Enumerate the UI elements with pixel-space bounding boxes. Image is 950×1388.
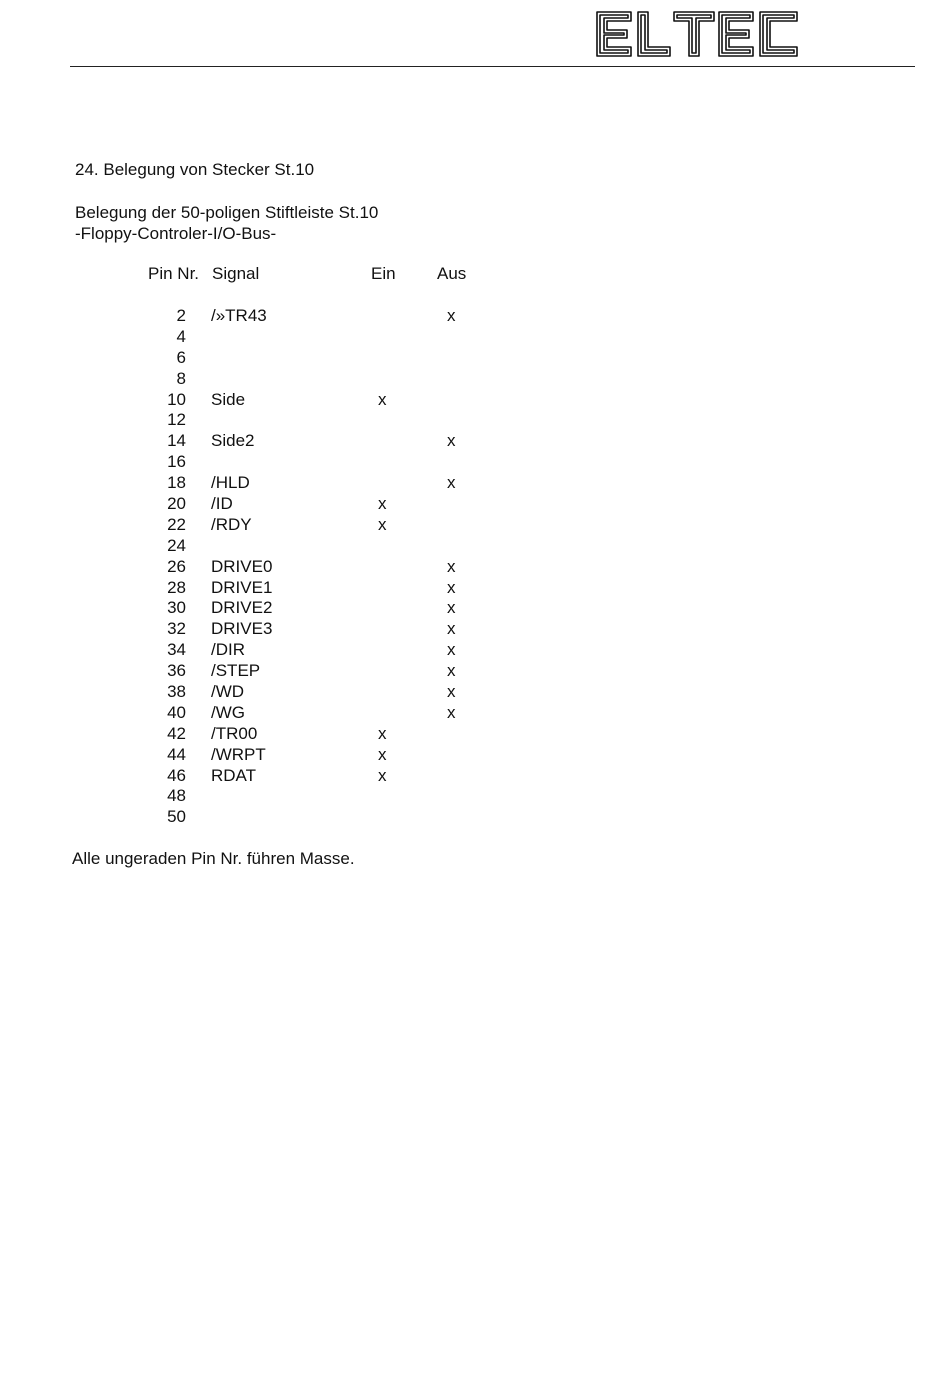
signal-name: /»TR43 (211, 306, 267, 325)
table-row (140, 598, 500, 619)
table-row (140, 494, 500, 515)
aus-mark: x (447, 473, 456, 493)
table-row (140, 807, 500, 828)
column-header-aus: Aus (437, 264, 467, 283)
signal-name: DRIVE3 (211, 619, 273, 639)
aus-mark: x (447, 556, 456, 576)
table-row (140, 431, 500, 452)
column-header-pin: Pin Nr. (148, 264, 200, 283)
table-row (140, 557, 500, 578)
ein-mark: x (378, 514, 387, 534)
pin-number: 36 (167, 661, 186, 681)
signal-name: RDAT (211, 765, 257, 785)
pin-number: 42 (167, 723, 186, 743)
aus-mark: x (447, 661, 456, 681)
table-row (140, 640, 500, 661)
aus-mark: x (447, 598, 456, 618)
signal-name: /ID (211, 494, 233, 514)
column-header-signal: Signal (212, 264, 260, 283)
ein-mark: x (378, 765, 387, 785)
table-row (140, 327, 500, 348)
table-row (140, 348, 500, 369)
ein-mark: x (378, 494, 387, 514)
table-row (140, 515, 500, 536)
pin-number: 2 (176, 306, 186, 325)
table-caption: Belegung der 50-poligen Stiftleiste St.10 (75, 203, 379, 222)
pin-number: 44 (167, 744, 186, 764)
pin-number: 10 (167, 389, 186, 409)
pin-number: 4 (176, 326, 186, 346)
table-row (140, 703, 500, 724)
aus-mark: x (447, 619, 456, 639)
pin-number: 24 (167, 535, 186, 555)
table-row (140, 410, 500, 431)
signal-name: DRIVE2 (211, 598, 273, 618)
table-row (140, 619, 500, 640)
table-subcaption: -Floppy-Controler-I/O-Bus- (75, 224, 277, 243)
pin-number: 26 (167, 556, 186, 576)
table-row (140, 452, 500, 473)
signal-name: /WD (211, 682, 245, 702)
table-row (140, 390, 500, 411)
pin-number: 46 (167, 765, 186, 785)
table-row (140, 766, 500, 787)
table-row (140, 682, 500, 703)
pin-number: 50 (167, 807, 186, 827)
table-row (140, 724, 500, 745)
signal-name: /DIR (211, 640, 245, 660)
pin-number: 14 (167, 431, 186, 451)
table-row (140, 661, 500, 682)
signal-name: /TR00 (211, 723, 258, 743)
aus-mark: x (447, 682, 456, 702)
pin-number: 30 (167, 598, 186, 618)
aus-mark: x (447, 306, 456, 325)
pin-number: 48 (167, 786, 186, 806)
pin-assignment-table (140, 306, 500, 828)
signal-name: /WG (211, 702, 245, 722)
pin-number: 38 (167, 682, 186, 702)
table-row (140, 578, 500, 599)
section-title: 24. Belegung von Stecker St.10 (75, 160, 315, 179)
aus-mark: x (447, 640, 456, 660)
column-header-ein: Ein (371, 264, 396, 283)
aus-mark: x (447, 702, 456, 722)
pin-number: 20 (167, 494, 186, 514)
pin-number: 22 (167, 514, 186, 534)
signal-name: Side (211, 389, 246, 409)
table-row (140, 306, 500, 327)
signal-name: /HLD (211, 473, 250, 493)
pin-number: 8 (176, 368, 186, 388)
table-row (140, 473, 500, 494)
pin-number: 12 (167, 410, 186, 430)
header-divider (70, 66, 915, 67)
table-row (140, 786, 500, 807)
table-row (140, 369, 500, 390)
pin-number: 28 (167, 577, 186, 597)
signal-name: /STEP (211, 661, 261, 681)
signal-name: /WRPT (211, 744, 266, 764)
ein-mark: x (378, 723, 387, 743)
table-row (140, 536, 500, 557)
pin-number: 18 (167, 473, 186, 493)
footnote: Alle ungeraden Pin Nr. führen Masse. (72, 849, 355, 868)
eltec-logo (594, 10, 800, 58)
pin-number: 34 (167, 640, 186, 660)
signal-name: Side2 (211, 431, 255, 451)
signal-name: /RDY (211, 514, 252, 534)
ein-mark: x (378, 744, 387, 764)
pin-number: 6 (176, 347, 186, 367)
table-row (140, 745, 500, 766)
pin-number: 16 (167, 452, 186, 472)
signal-name: DRIVE0 (211, 556, 273, 576)
pin-number: 32 (167, 619, 186, 639)
signal-name: DRIVE1 (211, 577, 273, 597)
aus-mark: x (447, 577, 456, 597)
aus-mark: x (447, 431, 456, 451)
pin-number: 40 (167, 702, 186, 722)
ein-mark: x (378, 389, 387, 409)
